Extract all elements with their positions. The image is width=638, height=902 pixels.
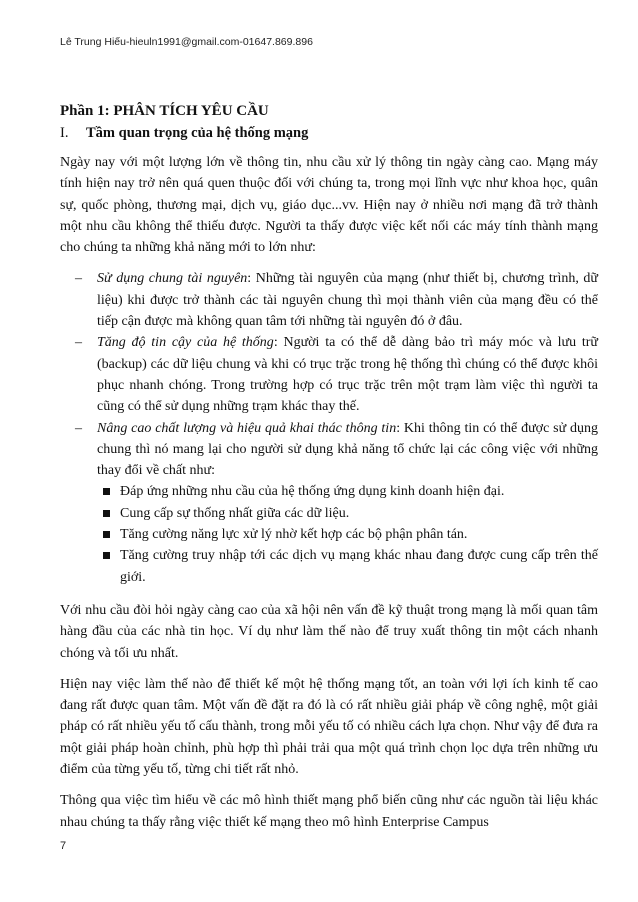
benefit-text: : Khi thông tin có thể được sử dụng chung thì nó mang lại cho người sử dụng khả năng tổ chức lại các công việc với những thay đổi về chất như:	[97, 420, 598, 479]
part-heading: Phần 1: PHÂN TÍCH YÊU CẦU	[60, 103, 269, 119]
benefits-list	[60, 268, 598, 587]
body-paragraph: Thông qua việc tìm hiểu về các mô hình thiết mạng phổ biến cũng như các nguồn tài liệu khác nhau chúng ta thấy rằng việc thiết kế mạng theo mô hình Enterprise Campus	[60, 793, 598, 830]
intro-paragraph: Ngày nay với một lượng lớn về thông tin, nhu cầu xử lý thông tin ngày càng cao. Mạng máy tính hiện nay trở nên quá quen thuộc đối với chúng ta, trong mọi lĩnh vực như khoa học, quân sự, quốc phòng, thương mại, dịch vụ, giáo dục...vv. Hiện nay ở nhiều nơi mạng đã trở thành một nhu cầu không thể thiếu được. Người ta thấy được việc kết nối các máy tính thành mạng cho chúng ta những khả năng mới to lớn như:	[60, 155, 598, 256]
page-header: Lê Trung Hiếu-hieuln1991@gmail.com-01647.869.896	[60, 36, 313, 48]
benefit-text: : Những tài nguyên của mạng (như thiết bị, chương trình, dữ liệu) khi được trở thành các tài nguyên chung thì mọi thành viên của mạng đều có thể tiếp cận được mà không quan tâm tới những tài nguyên đó ở đâu.	[97, 271, 598, 330]
benefit-title: Sử dụng chung tài nguyên	[97, 271, 248, 287]
sub-benefit-item: Cung cấp sự thống nhất giữa các dữ liệu.	[120, 503, 598, 524]
page-content	[60, 100, 598, 843]
sub-benefit-item: Tăng cường năng lực xử lý nhờ kết hợp các bộ phận phân tán.	[120, 524, 598, 545]
body-paragraph: Hiện nay việc làm thế nào để thiết kế một hệ thống mạng tốt, an toàn với lợi ích kinh tế cao đang rất được quan tâm. Một vấn đề đặt ra đó là có rất nhiều giải pháp về công nghệ, một giải pháp có rất nhiều yếu tố cấu thành, trong mỗi yếu tố có nhiều cách lựa chọn. Như vậy để đưa ra một giải pháp hoàn chỉnh, phù hợp thì phải trải qua một quá trình chọn lọc dựa trên những ưu điểm của từng yếu tố, từng chi tiết rất nhỏ.	[60, 676, 598, 778]
sub-benefit-item: Đáp ứng những nhu cầu của hệ thống ứng dụng kinh doanh hiện đại.	[120, 481, 598, 502]
section-number: I.	[60, 125, 69, 141]
sub-benefit-item: Tăng cường truy nhập tới các dịch vụ mạng khác nhau đang được cung cấp trên thế giới.	[120, 545, 598, 588]
benefit-title: Tăng độ tin cậy của hệ thống	[97, 335, 274, 351]
section-title: Tầm quan trọng của hệ thống mạng	[86, 125, 309, 141]
sub-benefits-list	[97, 481, 598, 587]
benefit-text: : Người ta có thể dễ dàng bảo trì máy móc và lưu trữ (backup) các dữ liệu chung và khi có trục trặc trong hệ thống thì chúng có thể được khôi phục nhanh chóng. Trong trường hợp có trục trặc trên một trạm làm việc thì người ta cũng có thể sử dụng những trạm khác thay thế.	[97, 335, 598, 415]
benefit-item	[97, 268, 598, 332]
body-paragraph: Với nhu cầu đòi hỏi ngày càng cao của xã hội nên vấn đề kỹ thuật trong mạng là mối quan tâm hàng đầu của các nhà tin học. Ví dụ như làm thế nào để truy xuất thông tin một cách nhanh chóng và tối ưu nhất.	[60, 602, 598, 661]
benefit-item	[97, 418, 598, 588]
benefit-title: Nâng cao chất lượng và hiệu quả khai thác thông tin	[97, 420, 397, 436]
benefit-item	[97, 332, 598, 417]
section-heading	[60, 122, 598, 144]
page-number: 7	[60, 840, 67, 852]
